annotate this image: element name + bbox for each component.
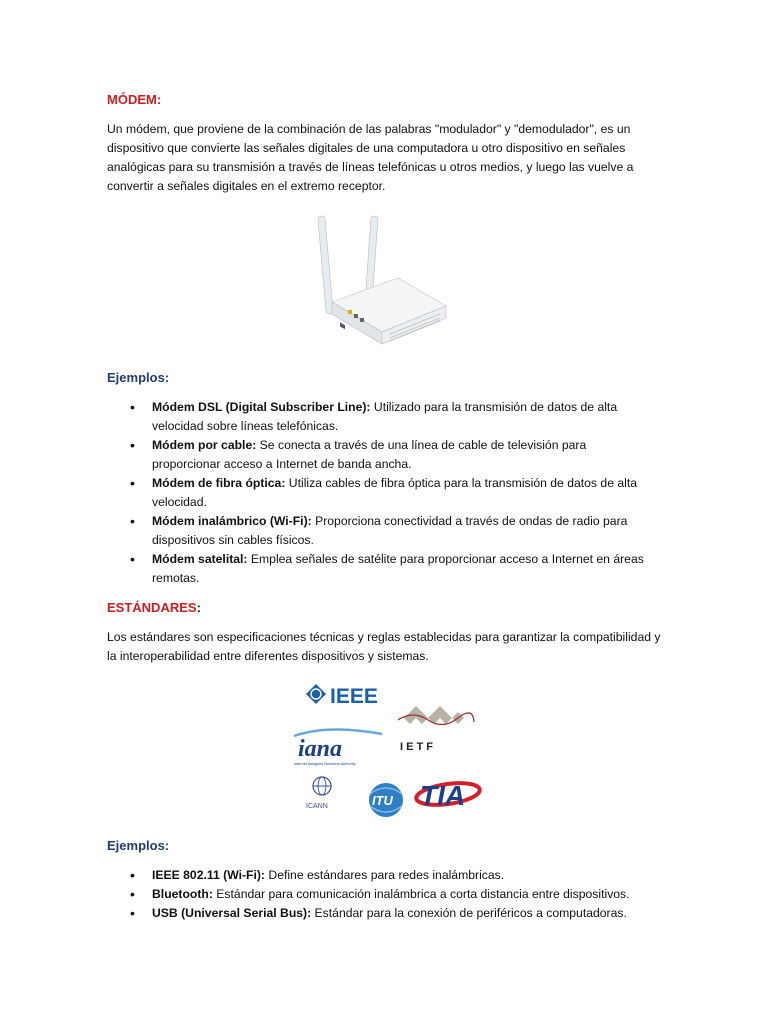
tia-logo [415, 780, 481, 811]
modem-heading: MÓDEM: [107, 92, 162, 107]
list-item-desc: Utilizado para la transmisión de datos de alta velocidad sobre líneas telefónicas. [152, 400, 618, 433]
tia-logo-text: TIA [420, 780, 466, 811]
itu-logo-text: ITU [372, 793, 393, 808]
list-item-desc: Proporciona conectividad a través de ondas de radio para dispositivos sin cables físicos. [152, 514, 628, 547]
list-item [152, 885, 652, 904]
standards-examples-heading: Ejemplos: [107, 838, 170, 853]
ieee-logo [306, 684, 378, 708]
list-item [152, 866, 652, 885]
list-item-desc: Estándar para la conexión de periféricos a computadoras. [311, 906, 627, 920]
list-item [152, 512, 652, 550]
modem-paragraph: Un módem, que proviene de la combinación de las palabras "modulador" y "demodulador", es un dispositivo que convierte las señales digitales de una computadora u otro dispositivo en señales analógicas para su transmisión a través de líneas telefónicas u otros medios, y luego las vuelve a convertir a señales digitales en el extremo receptor. [107, 122, 634, 193]
iana-logo-text: iana [298, 736, 343, 762]
iana-logo-subtitle: Internet Assigned Numbers Authority [294, 762, 356, 766]
list-item-desc: Utiliza cables de fibra óptica para la transmisión de datos de alta velocidad. [152, 476, 638, 509]
list-item-desc: Define estándares para redes inalámbricas. [265, 868, 505, 882]
modem-examples-list [152, 398, 652, 588]
list-item-term: USB (Universal Serial Bus): [152, 906, 312, 920]
ietf-logo [398, 706, 474, 753]
iana-logo [294, 729, 382, 766]
list-item-term: Módem inalámbrico (Wi-Fi): [152, 514, 312, 528]
list-item-desc: Se conecta a través de una línea de cable de televisión para proporcionar acceso a Internet de banda ancha. [152, 438, 587, 471]
ieee-logo-text: IEEE [330, 685, 378, 708]
list-item-desc: Estándar para comunicación inalámbrica a corta distancia entre dispositivos. [212, 887, 630, 901]
icann-logo-text: ICANN [306, 803, 328, 810]
standards-logos-image [288, 678, 484, 828]
standards-paragraph: Los estándares son especificaciones técnicas y reglas establecidas para garantizar la compatibilidad y la interoperabilidad entre diferentes dispositivos y sistemas. [107, 630, 661, 663]
list-item-term: Módem de fibra óptica: [152, 476, 286, 490]
modem-router-image [310, 210, 450, 350]
list-item [152, 550, 652, 588]
list-item [152, 436, 652, 474]
list-item-term: IEEE 802.11 (Wi-Fi): [152, 868, 265, 882]
modem-examples-heading: Ejemplos: [107, 370, 170, 385]
list-item-term: Módem DSL (Digital Subscriber Line): [152, 400, 371, 414]
list-item-term: Módem satelital: [152, 552, 248, 566]
standards-examples-list [152, 866, 652, 923]
list-item-term: Módem por cable: [152, 438, 257, 452]
standards-heading: ESTÁNDARES: [107, 600, 201, 615]
list-item [152, 904, 652, 923]
ietf-logo-text: I E T F [400, 741, 433, 753]
list-item [152, 474, 652, 512]
itu-logo [369, 783, 403, 817]
list-item-desc: Emplea señales de satélite para proporcionar acceso a Internet en áreas remotas. [152, 552, 644, 585]
list-item [152, 398, 652, 436]
icann-logo [306, 777, 331, 810]
list-item-term: Bluetooth: [152, 887, 213, 901]
